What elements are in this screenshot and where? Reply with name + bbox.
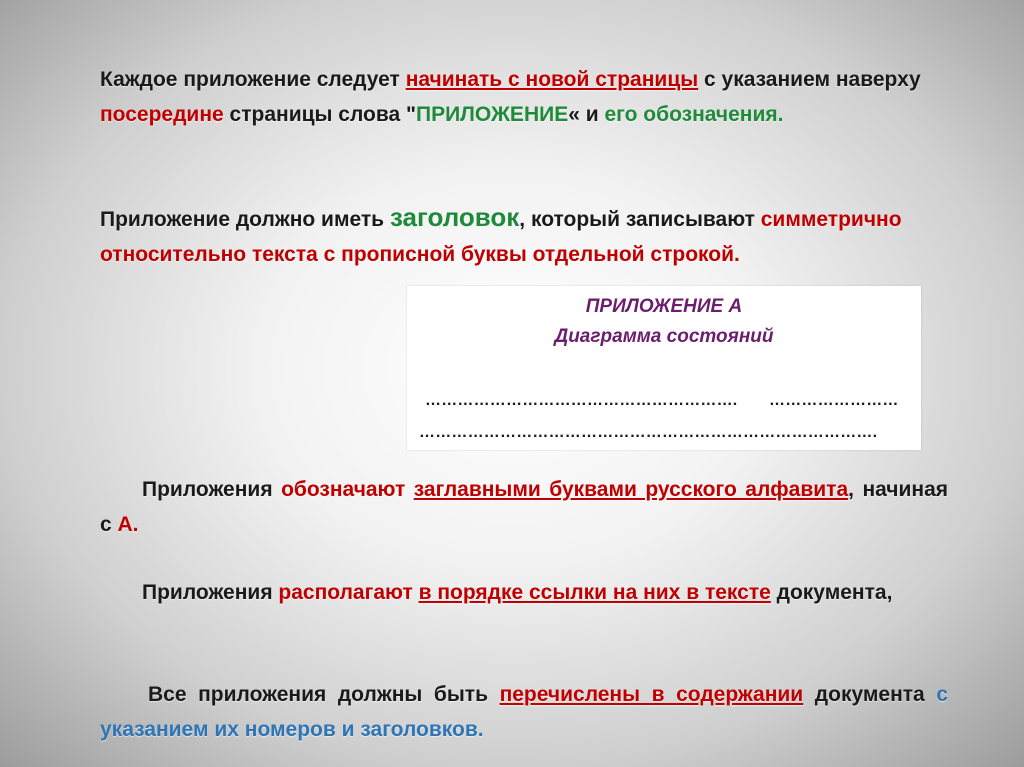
example-appendix-subheading: Диаграмма состояний [554,326,774,347]
highlight-middle: посередине [100,103,224,126]
highlight-listed-contents: перечислены в содержании [499,683,804,706]
text: Все приложения должны быть [148,683,500,706]
paragraph-letters [100,472,948,542]
example-dots-line-1b: …………………… [769,392,899,409]
text: с указанием наверху [698,68,921,91]
text: документа [803,683,937,706]
text: , который записывают [519,208,761,231]
highlight-letter-a: А. [117,513,139,536]
highlight-reference-order: в порядке ссылки на них в тексте [418,581,771,604]
highlight-capital-letters: заглавными буквами русского алфавита [413,478,849,501]
highlight-symmetric: симметрично относительно текста с прописной буквы отдельной строкой. [100,208,902,266]
paragraph-new-page [100,62,948,132]
text: документа, [770,581,893,604]
highlight-heading-word: заголовок [389,202,520,232]
highlight-arrange: располагают [278,581,413,604]
example-appendix-heading: ПРИЛОЖЕНИЕ А [585,296,743,317]
text: , начиная с [100,478,949,536]
text: Приложение должно иметь [100,208,390,231]
highlight-appendix-word: ПРИЛОЖЕНИЕ [415,103,569,126]
paragraph-contents [100,677,948,747]
highlight-designation: его обозначения. [604,103,784,126]
highlight-numbers-titles: с указанием их номеров и заголовков. [100,683,948,741]
highlight-designate: обозначают [281,478,406,501]
paragraph-order [100,575,948,610]
text: Каждое приложение следует [100,68,406,91]
example-dots-line-1a: …………………………………………………. [425,392,738,409]
highlight-new-page: начинать с новой страницы [405,68,699,91]
appendix-example-box [407,286,921,450]
paragraph-heading [100,200,948,272]
text: Приложения [142,478,282,501]
text: « и [568,103,605,126]
text: страницы слова " [223,103,416,126]
example-dots-line-2: …………………………………………………………………………. [419,424,878,441]
text: Приложения [142,581,279,604]
